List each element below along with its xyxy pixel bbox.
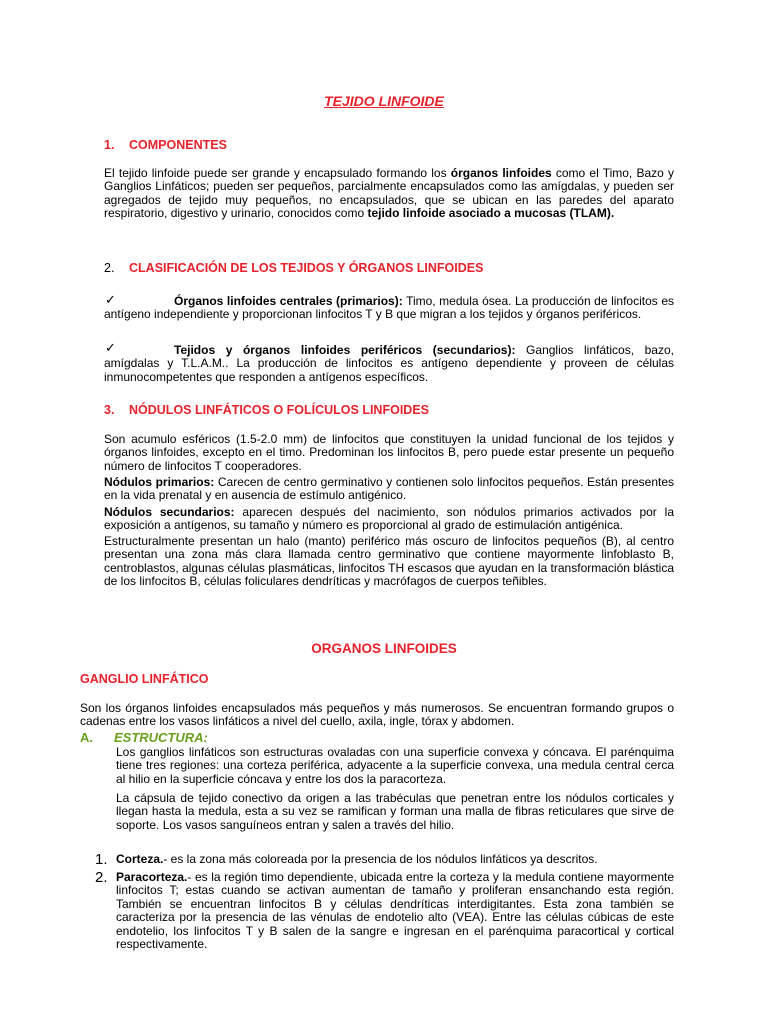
- list-item-2-number: 2.: [95, 869, 108, 886]
- section-1-title: COMPONENTES: [129, 138, 227, 152]
- bold-run: Corteza.: [116, 852, 164, 866]
- ganglio-heading: GANGLIO LINFÁTICO: [80, 672, 209, 686]
- text-run: aparecen después del nacimiento, son nódulos primarios activados por la exposición a antígenos, su tamaño y número es proporcional al grado de estimulación antigénica.: [104, 505, 674, 533]
- section-1-paragraph: [104, 167, 674, 221]
- section-2-number: 2.: [104, 261, 115, 275]
- text-run: - es la región timo dependiente, ubicada entre la corteza y la medula contiene mayormente linfocitos T; estas cuando se activan aumentan de tamaño y proliferan ensanchando esta región. También se encuentran linfocitos B y células dendríticas interdigitantes. Esta zona también se caracteriza por la presencia de las vénulas de endotelio alto (VEA). Entre las células cúbicas de este endotelio, los linfocitos T y B salen de la sangre e ingresan en el parénquima paracortical y cortical respectivamente.: [116, 870, 674, 952]
- section-3-paragraph-4: Estructuralmente presentan un halo (manto) periférico más oscuro de linfocitos pequeños (B), al centro presentan una zona más clara llamada centro germinativo que contiene mayormente linfoblasto B, centroblastos, algunas células plasmáticas, linfocitos TH escasos que ayudan en la transformación blástica de los linfocitos B, células foliculares dendríticas y macrófagos de cuerpos teñibles.: [104, 534, 674, 589]
- ganglio-paragraph: Son los órganos linfoides encapsulados más pequeños y más numerosos. Se encuentran formando grupos o cadenas entre los vasos linfáticos a nivel del cuello, axila, ingle, tórax y abdomen.: [80, 701, 674, 729]
- section-1-heading: [104, 138, 227, 152]
- organos-heading: ORGANOS LINFOIDES: [311, 641, 457, 656]
- list-item-1-number: 1.: [95, 851, 108, 868]
- bold-run: Órganos linfoides centrales (primarios):: [174, 294, 403, 308]
- bold-run: órganos linfoides: [450, 166, 552, 180]
- bold-run: Nódulos primarios:: [104, 475, 215, 489]
- text-run: Carecen de centro germinativo y contienen solo linfocitos pequeños. Están presentes en la vida prenatal y en ausencia de estímulo antigénico.: [104, 475, 674, 503]
- estructura-letter: A.: [80, 730, 93, 745]
- section-1-number: 1.: [104, 138, 115, 152]
- estructura-heading: [80, 730, 208, 745]
- bold-run: Paracorteza.: [116, 870, 188, 884]
- classification-item-2: [104, 344, 674, 384]
- text-run: El tejido linfoide puede ser grande y encapsulado formando los: [104, 166, 451, 180]
- text-run: Ganglios linfáticos, bazo, amígdalas y T.L.A.M.. La producción de linfocitos es antígeno dependiente y proveen de células inmunocompetentes que responden a antígenos específicos.: [104, 343, 674, 384]
- text-run: Timo, medula ósea. La producción de linfocitos es antígeno independiente y proporcionan linfocitos T y B que migran a los tejidos y órganos periféricos.: [104, 294, 675, 322]
- section-3-paragraph-1: Son acumulo esféricos (1.5-2.0 mm) de linfocitos que constituyen la unidad funcional de los tejidos y órganos linfoides, excepto en el timo. Predominan los linfocitos B, pero puede estar presente un pequeño número de linfocitos T cooperadores.: [104, 432, 674, 473]
- section-2-heading: [104, 261, 483, 275]
- bold-run: Tejidos y órganos linfoides periféricos (secundarios):: [174, 343, 516, 357]
- estructura-paragraph-2: La cápsula de tejido conectivo da origen a las trabéculas que penetran entre los nódulos corticales y llegan hasta la medula, esta a su vez se ramifican y forman una malla de fibras reticulares que sirve de soporte. Los vasos sanguíneos entran y salen a través del hilio.: [116, 791, 674, 832]
- section-3-paragraph-2: [104, 476, 674, 503]
- section-2-title: CLASIFICACIÓN DE LOS TEJIDOS Y ÓRGANOS LINFOIDES: [129, 261, 484, 275]
- section-3-heading: [104, 403, 429, 417]
- section-3-paragraph-3: [104, 506, 674, 533]
- list-item-2: [116, 871, 674, 951]
- section-3-title: NÓDULOS LINFÁTICOS O FOLÍCULOS LINFOIDES: [129, 403, 429, 417]
- list-item-1: [116, 853, 674, 866]
- estructura-paragraph-1: Los ganglios linfáticos son estructuras ovaladas con una superficie convexa y cóncava. El parénquima tiene tres regiones: una corteza periférica, adyacente a la superficie convexa, una medula central cerca al hilio en la superficie cóncava y entre los dos la paracorteza.: [116, 745, 674, 786]
- text-run: - es la zona más coloreada por la presencia de los nódulos linfáticos ya descritos.: [163, 852, 598, 866]
- estructura-title: ESTRUCTURA:: [114, 730, 208, 745]
- checkmark-icon: ✓: [105, 292, 116, 307]
- bold-run: tejido linfoide asociado a mucosas (TLAM).: [367, 206, 615, 221]
- classification-item-1: [104, 295, 674, 322]
- text-run: como el Timo, Bazo y Ganglios Linfáticos; pueden ser pequeños, parcialmente encapsulados como las amígdalas, y pueden ser agregados de tejido muy pequeños, no encapsulados, que se ubican en las paredes del aparato respiratorio, digestivo y urinario, conocidos como: [104, 166, 674, 221]
- checkmark-icon: ✓: [105, 340, 116, 355]
- section-3-number: 3.: [104, 403, 115, 417]
- bold-run: Nódulos secundarios:: [104, 505, 235, 519]
- document-title: TEJIDO LINFOIDE: [324, 93, 444, 109]
